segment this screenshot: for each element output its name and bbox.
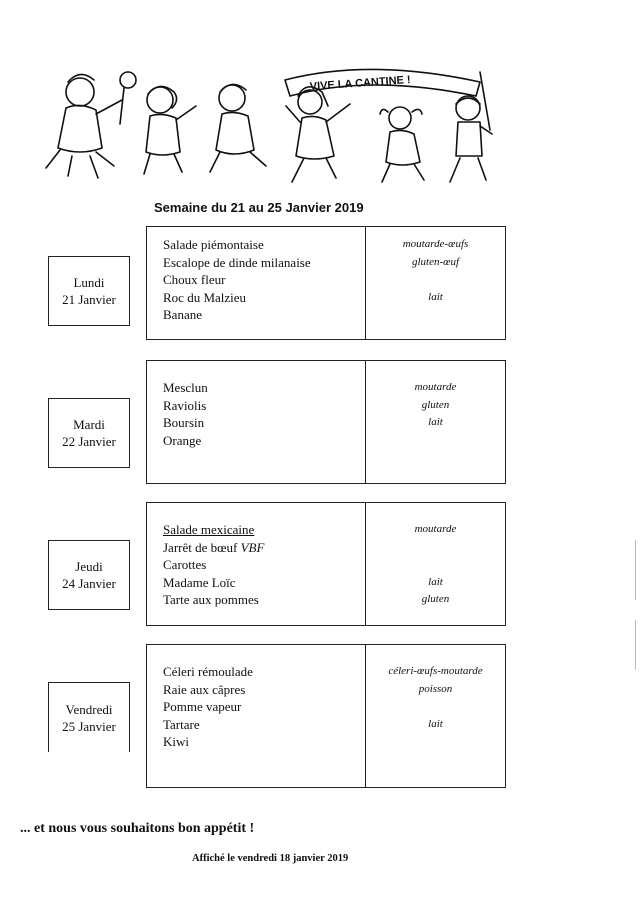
allergen: gluten [421, 398, 450, 411]
day-date: 25 Janvier [62, 718, 116, 734]
dish-list [163, 521, 363, 609]
dish-list [163, 663, 363, 751]
day-box-jeudi [48, 540, 130, 610]
allergen [366, 539, 505, 557]
dish-list [163, 379, 363, 449]
allergen: céleri-œufs-moutarde [388, 665, 483, 677]
allergen: lait [428, 575, 443, 588]
allergen-list [366, 236, 505, 324]
allergen-list [366, 379, 505, 449]
dish: Madame Loïc [163, 574, 236, 590]
allergen-list [366, 663, 505, 751]
allergen: gluten-œuf [411, 255, 460, 268]
dish: Pomme vapeur [163, 699, 242, 714]
dish: Kiwi [163, 734, 189, 749]
allergen: gluten [421, 593, 450, 605]
dish: Orange [163, 432, 202, 448]
day-date: 21 Janvier [62, 292, 116, 307]
posted-date: Affiché le vendredi 18 janvier 2019 [192, 853, 349, 864]
dish: Banane [163, 307, 202, 322]
allergen: lait [428, 717, 443, 730]
dish: Tarte aux pommes [163, 592, 259, 607]
allergen: lait [428, 290, 443, 303]
dish-label-vbf: VBF [240, 539, 265, 555]
day-box-mardi [48, 398, 130, 468]
dish: Choux fleur [163, 272, 226, 287]
day-name: Lundi [73, 275, 105, 290]
dish: Roc du Malzieu [163, 289, 247, 305]
dish: Salade piémontaise [163, 237, 264, 252]
menu-box-mardi [146, 360, 506, 484]
dish: Raie aux câpres [163, 681, 246, 697]
allergen: moutarde [414, 523, 457, 535]
dish: Escalope de dinde milanaise [163, 254, 311, 270]
allergen [366, 556, 505, 574]
allergen [366, 698, 505, 716]
allergen: poisson [418, 682, 453, 695]
allergen: lait [428, 416, 443, 428]
allergen [366, 306, 505, 324]
dish-name: Jarrêt de bœuf [163, 539, 238, 555]
dish: Mesclun [163, 380, 208, 395]
week-title: Semaine du 21 au 25 Janvier 2019 [154, 200, 364, 215]
dish: Tartare [163, 716, 200, 732]
menu-box-vendredi [146, 644, 506, 788]
dish: Boursin [163, 415, 205, 430]
day-name: Mardi [73, 417, 105, 432]
allergen [366, 432, 505, 450]
dish-list [163, 236, 363, 324]
menu-box-lundi [146, 226, 506, 340]
day-name: Vendredi [65, 701, 113, 717]
allergen [366, 271, 505, 289]
scan-mark [635, 540, 636, 600]
scan-mark [635, 620, 636, 670]
allergen: moutarde-œufs [402, 238, 469, 250]
day-date: 24 Janvier [62, 576, 116, 591]
day-box-lundi [48, 256, 130, 326]
day-box-vendredi [48, 682, 130, 752]
day-name: Jeudi [75, 559, 103, 574]
banner-text: VIVE LA CANTINE ! [309, 73, 412, 93]
dish [163, 539, 363, 557]
menu-box-jeudi [146, 502, 506, 626]
dish: Salade mexicaine [163, 522, 255, 537]
dish: Carottes [163, 557, 207, 572]
allergen [366, 733, 505, 751]
dish: Céleri rémoulade [163, 664, 253, 679]
allergen-list [366, 521, 505, 609]
day-date: 22 Janvier [62, 434, 116, 449]
allergen: moutarde [414, 381, 457, 393]
dish: Raviolis [163, 397, 207, 413]
children-marching-illustration [10, 60, 570, 190]
closing-message: ... et nous vous souhaitons bon appétit ! [20, 821, 255, 836]
